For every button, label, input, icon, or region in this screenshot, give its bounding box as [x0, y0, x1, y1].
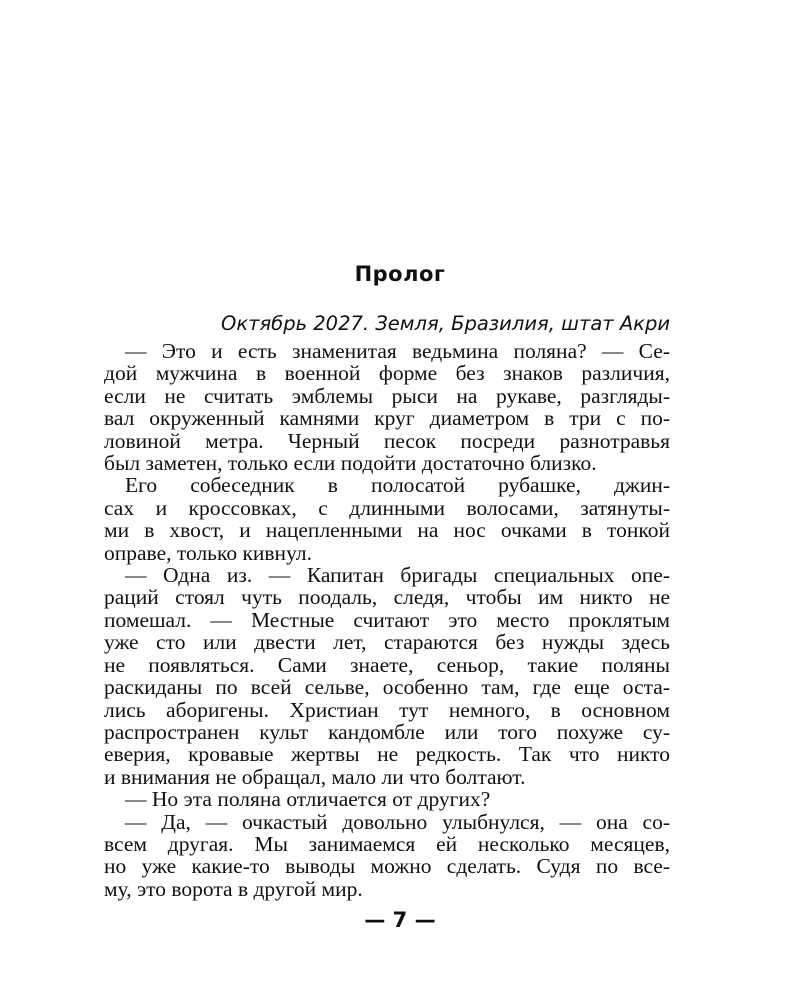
text-line: ми в хвост, и нацепленными на нос очками в тонкой [104, 518, 670, 543]
text-line: — Это и есть знаменитая ведьмина поляна? — Се- [125, 339, 670, 363]
text-line: уже сто или двести лет, стараются без нужды здесь [104, 630, 670, 655]
text-line: был заметен, только если подойти достаточно близко. [104, 451, 597, 476]
text-line: сах и кроссовках, с длинными волосами, затянуты- [104, 495, 670, 520]
text-line: — Одна из. — Капитан бригады специальных опе- [125, 563, 670, 588]
text-line: — Но эта поляна отличается от других? [125, 787, 491, 812]
page-number: — 7 — [364, 908, 436, 932]
text-line: — Да, — очкастый довольно улыбнулся, — она со- [125, 809, 670, 834]
text-line: всем другая. Мы занимаемся ей несколько месяцев, [104, 831, 670, 856]
text-line: но уже какие-то выводы можно сделать. Судя по все- [104, 854, 670, 879]
text-line: не появляться. Сами знаете, сеньор, такие поляны [104, 652, 670, 677]
text-line: еверия, кровавые жертвы не редкость. Так что никто [104, 742, 670, 767]
text-line: помешал. — Местные считают это место проклятым [104, 607, 670, 632]
text-line: раскиданы по всей сельве, особенно там, где еще оста- [104, 675, 670, 700]
text-line: если не считать эмблемы рыси на рукаве, разгляды- [104, 383, 670, 408]
chapter-subtitle: Октябрь 2027. Земля, Бразилия, штат Акри [220, 312, 670, 335]
text-line: распространен культ кандомбле или того похуже су- [104, 719, 670, 744]
text-line: и внимания не обращал, мало ли что болтают. [104, 764, 526, 789]
text-line: оправе, только кивнул. [104, 540, 312, 565]
text-line: му, это ворота в другой мир. [104, 876, 363, 901]
body-text [104, 340, 670, 900]
text-line: ловиной метра. Черный песок посреди разнотравья [104, 428, 670, 453]
text-line: дой мужчина в военной форме без знаков различия, [104, 361, 670, 386]
text-line: вал окруженный камнями круг диаметром в три с по- [104, 406, 670, 431]
text-line: лись аборигены. Христиан тут немного, в основном [104, 697, 670, 722]
chapter-title: Пролог [354, 262, 446, 286]
text-line: раций стоял чуть поодаль, следя, чтобы им никто не [104, 585, 670, 610]
text-line: Его собеседник в полосатой рубашке, джин- [125, 473, 670, 498]
